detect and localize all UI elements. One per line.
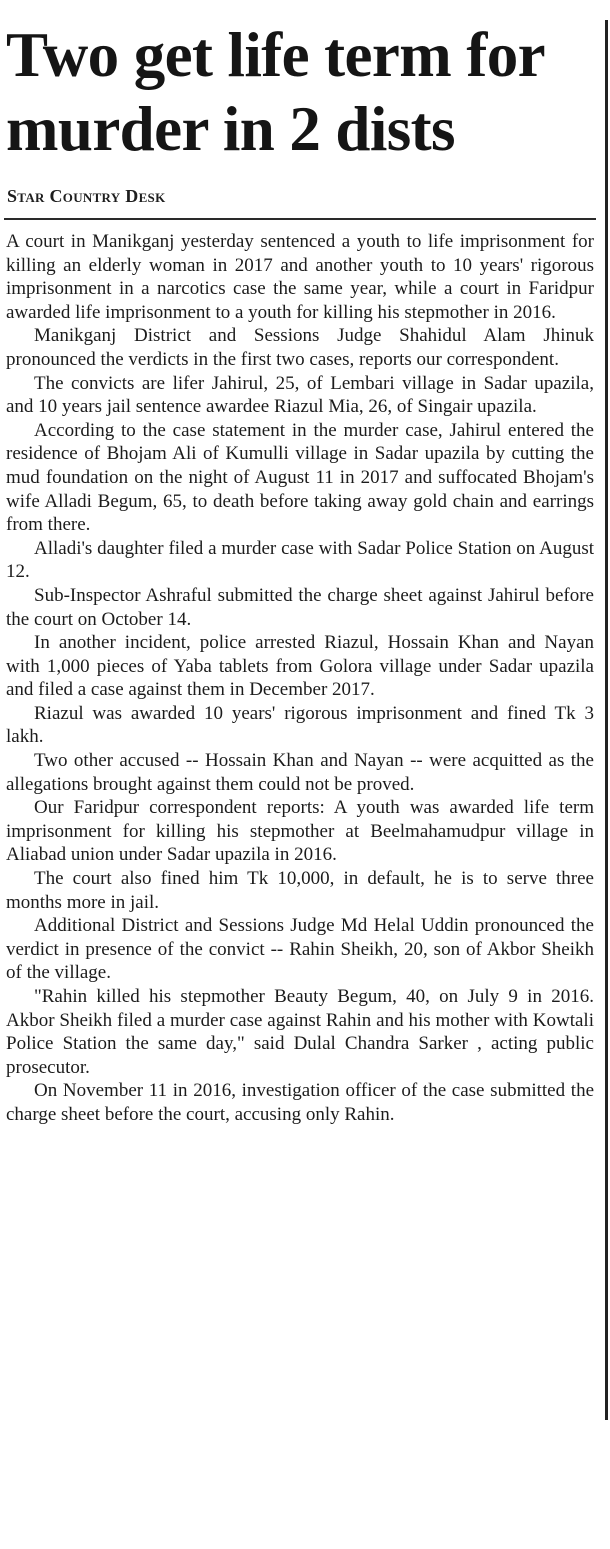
article-paragraph: Manikganj District and Sessions Judge Shahidul Alam Jhinuk pronounced the verdicts in the first two cases, reports our correspondent. [6,325,594,370]
article-paragraph: "Rahin killed his stepmother Beauty Begum, 40, on July 9 in 2016. Akbor Sheikh filed a murder case against Rahin and his mother with Kowtali Police Station the same day," said Dulal Chandra Sarker , acting public prosecutor. [6,986,594,1078]
column-rule [605,20,608,1420]
article-paragraph: According to the case statement in the murder case, Jahirul entered the residence of Bhojam Ali of Kumulli village in Sadar upazila by cutting the mud foundation on the night of August 11 in 2017 and suffocated Bhojam's wife Alladi Begum, 65, to death before taking away gold chain and earrings from there. [6,419,594,536]
article-paragraph: A court in Manikganj yesterday sentenced a youth to life imprisonment for killing an elderly woman in 2017 and another youth to 10 years' rigorous imprisonment in a narcotics case the same year, while a court in Faridpur awarded life imprisonment to a youth for killing his stepmother in 2016. [6,231,594,323]
article-paragraph: Two other accused -- Hossain Khan and Nayan -- were acquitted as the allegations brought against them could not be proved. [6,750,594,795]
article-paragraph: Alladi's daughter filed a murder case with Sadar Police Station on August 12. [6,537,594,583]
article-paragraph: On November 11 in 2016, investigation officer of the case submitted the charge sheet before the court, accusing only Rahin. [6,1080,594,1125]
article-paragraph: The court also fined him Tk 10,000, in default, he is to serve three months more in jail. [6,868,594,913]
article-paragraph: Riazul was awarded 10 years' rigorous imprisonment and fined Tk 3 lakh. [6,702,594,748]
article-paragraph: Sub-Inspector Ashraful submitted the charge sheet against Jahirul before the court on October 14. [6,584,594,630]
byline-divider [4,218,596,220]
article-paragraph: In another incident, police arrested Riazul, Hossain Khan and Nayan with 1,000 pieces of Yaba tablets from Golora village under Sadar upazila and filed a case against them in December 2017. [6,632,594,701]
byline: Star Country Desk [7,186,166,206]
article-paragraph: Additional District and Sessions Judge Md Helal Uddin pronounced the verdict in presence of the convict -- Rahin Sheikh, 20, son of Akbor Sheikh of the village. [6,915,594,984]
article-paragraph: Our Faridpur correspondent reports: A youth was awarded life term imprisonment for killing his stepmother at Beelmahamudpur village in Aliabad union under Sadar upazila in 2016. [6,797,594,866]
headline: Two get life term for murder in 2 dists [6,20,544,164]
article-paragraph: The convicts are lifer Jahirul, 25, of Lembari village in Sadar upazila, and 10 years jail sentence awardee Riazul Mia, 26, of Singair upazila. [6,372,594,418]
article-body [6,230,594,1127]
